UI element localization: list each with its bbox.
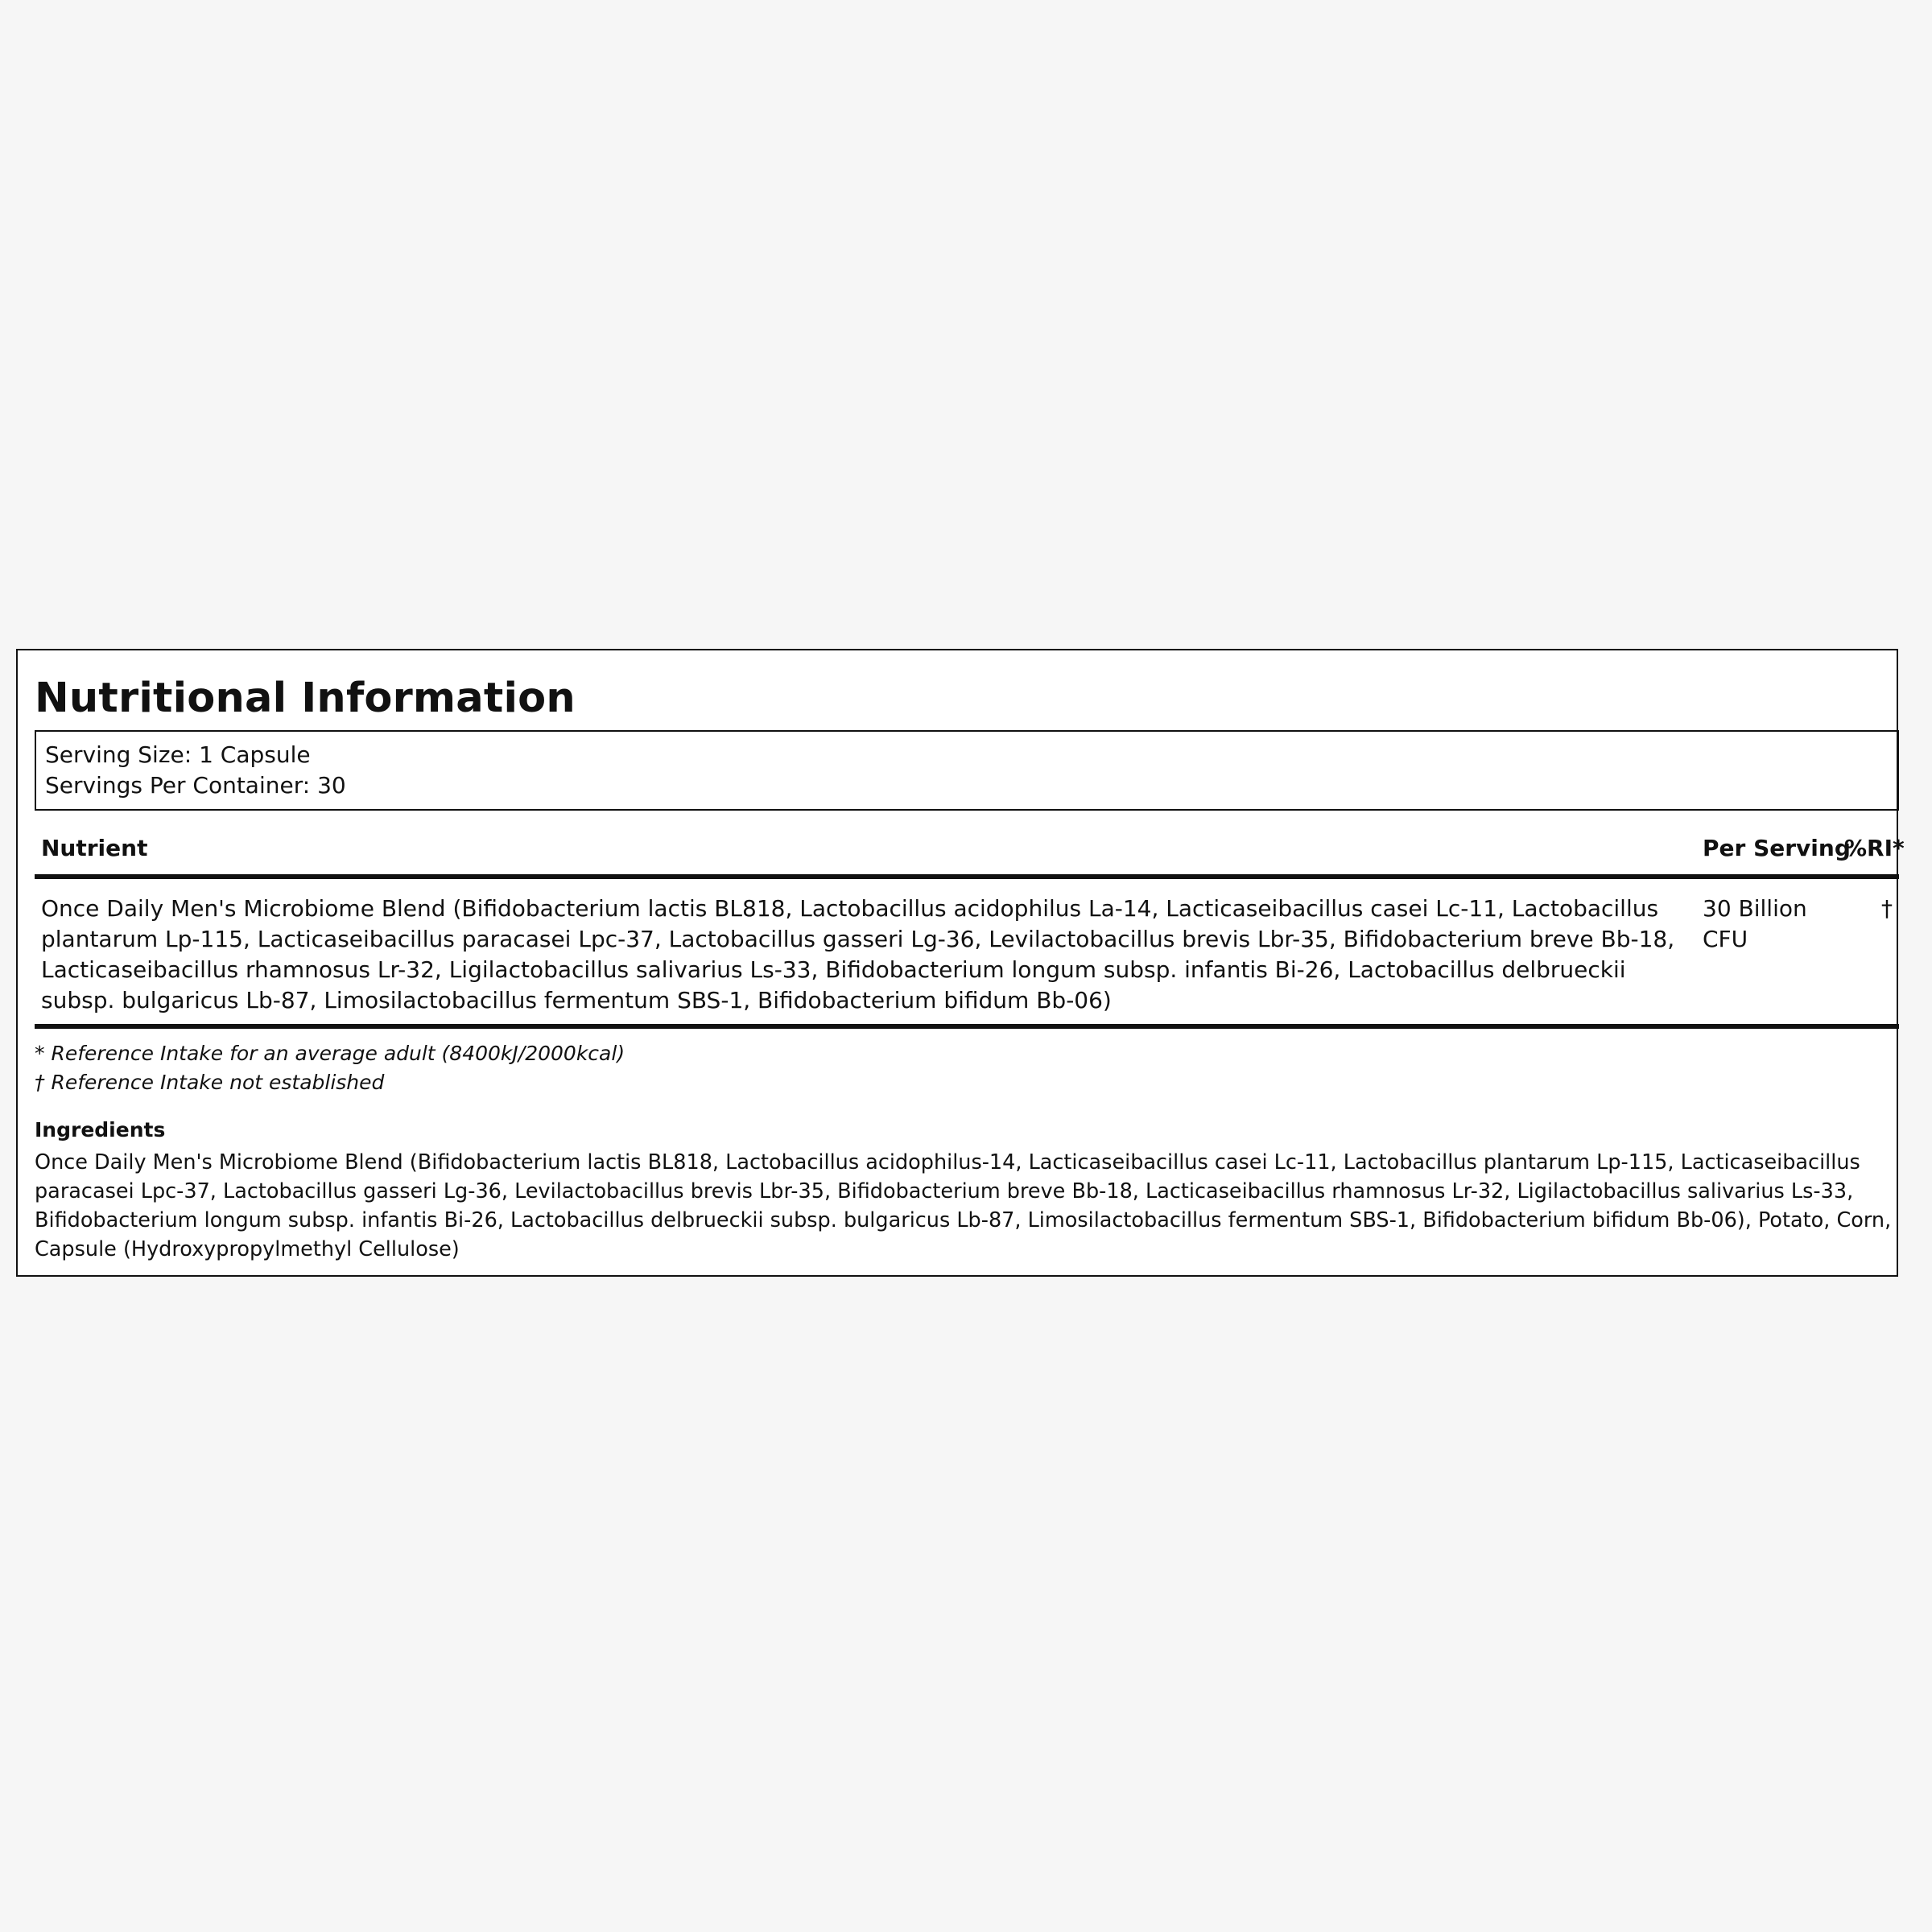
nutrient-name-cell: Once Daily Men's Microbiome Blend (Bifidobacterium lactis BL818, Lactobacillus acidophilus La-14, Lacticaseibacillus casei Lc-11, Lactobacillus plantarum Lp-115, Lacticaseibacillus paracasei Lpc-37, Lactobacillus gasseri Lg-36, Levilactobacillus brevis Lbr-35, Bifidobacterium breve Bb-18, Lacticaseibacillus rhamnosus Lr-32, Ligilactobacillus salivarius Ls-33, Bifidobacterium longum subsp. infantis Bi-26, Lactobacillus delbrueckii subsp. bulgaricus Lb-87, Limosilactobacillus fermentum SBS-1, Bifidobacterium bifidum Bb-06) xyxy=(35,877,1696,1026)
ri-cell: † xyxy=(1838,877,1899,1026)
table-row xyxy=(35,877,1899,1026)
table-header-row xyxy=(35,826,1899,877)
nutrition-label-panel xyxy=(16,649,1905,1277)
servings-per-container: Servings Per Container: 30 xyxy=(45,772,346,799)
footnote-reference-intake: * Reference Intake for an average adult (8400kJ/2000kcal) xyxy=(35,1042,625,1065)
serving-info-box xyxy=(35,730,1899,811)
label-title: Nutritional Information xyxy=(35,675,576,722)
footnote-not-established: † Reference Intake not established xyxy=(35,1071,385,1094)
ingredients-title: Ingredients xyxy=(35,1118,166,1141)
header-nutrient: Nutrient xyxy=(35,826,1696,877)
serving-size: Serving Size: 1 Capsule xyxy=(45,741,311,768)
header-ri: %RI* xyxy=(1838,826,1899,877)
header-per-serving: Per Serving xyxy=(1696,826,1838,877)
footnotes xyxy=(35,1039,1899,1097)
ingredients-section xyxy=(35,1116,1899,1264)
per-serving-cell: 30 Billion CFU xyxy=(1696,877,1838,1026)
nutrient-table xyxy=(35,826,1905,1029)
ingredients-text: Once Daily Men's Microbiome Blend (Bifidobacterium lactis BL818, Lactobacillus acidophilus-14, Lacticaseibacillus casei Lc-11, Lactobacillus plantarum Lp-115, Lacticaseibacillus paracasei Lpc-37, Lactobacillus gasseri Lg-36, Levilactobacillus brevis Lbr-35, Bifidobacterium breve Bb-18, Lacticaseibacillus rhamnosus Lr-32, Ligilactobacillus salivarius Ls-33, Bifidobacterium longum subsp. infantis Bi-26, Lactobacillus delbrueckii subsp. bulgaricus Lb-87, Limosilactobacillus fermentum SBS-1, Bifidobacterium bifidum Bb-06), Potato, Corn, Capsule (Hydroxypropylmethyl Cellulose) xyxy=(35,1150,1892,1261)
